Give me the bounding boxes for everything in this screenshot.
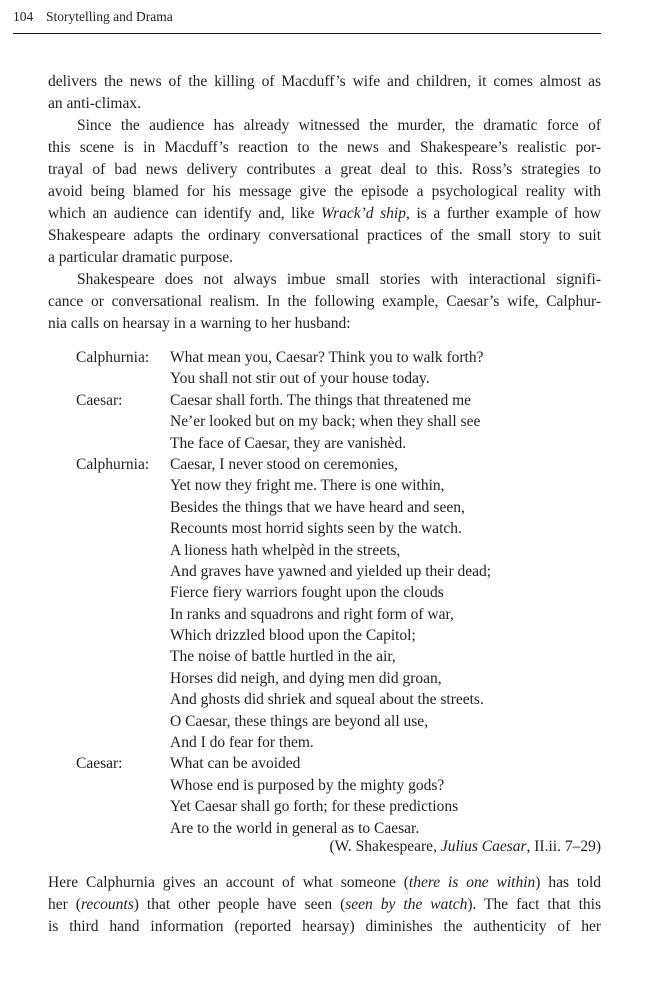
text-line (48, 894, 601, 916)
verse-text: In ranks and squadrons and right form of war, (170, 605, 454, 623)
body-text (48, 71, 601, 335)
text-line: Shakespeare does not always imbue small stories with interactional signifi- (77, 271, 601, 288)
verse-line (76, 561, 601, 582)
verse-line (76, 711, 601, 732)
verse-text: Caesar, I never stood on ceremonies, (170, 455, 398, 473)
italic-phrase: seen by the watch (345, 896, 468, 913)
text-line: Since the audience has already witnessed the murder, the dramatic force of (77, 117, 601, 134)
verse-speaker: Calphurnia: (76, 455, 150, 473)
verse-speaker: Caesar: (76, 391, 123, 409)
verse-line (76, 604, 601, 625)
verse-text: What can be avoided (170, 755, 301, 773)
verse-text: Recounts most horrid sights seen by the watch. (170, 520, 462, 538)
paragraph-caesar-intro (48, 269, 601, 335)
running-title: Storytelling and Drama (46, 9, 173, 24)
verse-line (76, 818, 601, 839)
verse-line (76, 497, 601, 518)
verse-line (76, 753, 601, 774)
verse-line (76, 668, 601, 689)
verse-line (76, 775, 601, 796)
text-line: a particular dramatic purpose. (48, 249, 234, 266)
verse-line (76, 796, 601, 817)
citation (329, 838, 601, 856)
italic-phrase: there is one within (408, 874, 536, 891)
verse-text: And graves have yawned and yielded up their dead; (170, 562, 492, 580)
text-line (48, 872, 601, 894)
text-line (48, 203, 601, 225)
verse-text: Which drizzled blood upon the Capitol; (170, 627, 416, 645)
verse-speaker: Calphurnia: (76, 349, 150, 366)
verse-text: Besides the things that we have heard and seen, (170, 498, 465, 516)
verse-line (76, 689, 601, 710)
text-line: delivers the news of the killing of Macduff’s wife and children, it comes almost as (48, 73, 601, 90)
verse-line (76, 454, 601, 475)
verse-quotation (76, 347, 601, 839)
verse-line (76, 347, 601, 368)
verse-text: You shall not stir out of your house today. (170, 370, 430, 388)
paragraph-dramatic-force (48, 115, 601, 269)
verse-text: Yet now they fright me. There is one within, (170, 477, 445, 495)
citation-pre: (W. Shakespeare, (329, 838, 441, 855)
paragraph-continuation (48, 71, 601, 115)
verse-line (76, 475, 601, 496)
text-line: trayal of bad news delivery contributes a great deal to this. Ross’s strategies to (48, 161, 601, 178)
running-header (13, 6, 601, 34)
text-line: this scene is in Macduff’s reaction to the news and Shakespeare’s realistic por- (48, 139, 601, 156)
verse-text: A lioness hath whelpèd in the streets, (170, 541, 401, 559)
italic-title: Wrack’d ship (321, 205, 406, 222)
verse-text: Are to the world in general as to Caesar. (170, 819, 420, 837)
verse-text: Whose end is purposed by the mighty gods? (170, 776, 445, 794)
verse-text: And I do fear for them. (170, 734, 314, 752)
verse-line (76, 518, 601, 539)
text-run: her ( (48, 896, 81, 913)
verse-line (76, 368, 601, 389)
verse-text: Caesar shall forth. The things that threatened me (170, 391, 472, 409)
text-line: Shakespeare adapts the ordinary conversational practices of the small story to suit (48, 227, 601, 244)
citation-post: , II.ii. 7–29) (526, 838, 601, 855)
text-line: is third hand information (reported hearsay) diminishes the authenticity of her (48, 918, 601, 935)
verse-line (76, 411, 601, 432)
verse-line (76, 582, 601, 603)
verse-text: Ne’er looked but on my back; when they shall see (170, 413, 481, 431)
text-run: ) that other people have seen ( (133, 896, 346, 913)
page-number: 104 (13, 9, 34, 24)
text-line: an anti-climax. (48, 95, 141, 112)
verse-line (76, 540, 601, 561)
verse-speaker: Caesar: (76, 755, 123, 773)
text-run: which an audience can identify and, like (48, 205, 322, 222)
verse-line (76, 625, 601, 646)
italic-phrase: recounts (80, 896, 134, 913)
verse-text: The noise of battle hurtled in the air, (170, 648, 396, 666)
text-run: ) has told (535, 874, 601, 891)
verse-text: O Caesar, these things are beyond all use, (170, 712, 429, 730)
verse-text: Yet Caesar shall go forth; for these predictions (170, 798, 459, 816)
text-line: nia calls on hearsay in a warning to her husband: (48, 315, 351, 332)
verse-text: And ghosts did shriek and squeal about the streets. (170, 691, 484, 709)
text-run: , is a further example of how (405, 205, 601, 222)
verse-line (76, 390, 601, 411)
text-line: cance or conversational realism. In the following example, Caesar’s wife, Calphur- (48, 293, 601, 310)
verse-line (76, 732, 601, 753)
citation-work: Julius Caesar (440, 838, 527, 855)
text-line: avoid being blamed for his message give the episode a psychological reality with (48, 183, 601, 200)
text-run: ). The fact that this (467, 896, 602, 913)
verse-text: Fierce fiery warriors fought upon the clouds (170, 584, 444, 602)
verse-line (76, 433, 601, 454)
verse-line (76, 646, 601, 667)
paragraph-analysis (48, 872, 601, 938)
text-run: Here Calphurnia gives an account of what someone ( (48, 874, 409, 891)
verse-text: The face of Caesar, they are vanishèd. (170, 434, 407, 452)
verse-text: What mean you, Caesar? Think you to walk forth? (170, 349, 484, 366)
verse-text: Horses did neigh, and dying men did groan, (170, 669, 442, 687)
